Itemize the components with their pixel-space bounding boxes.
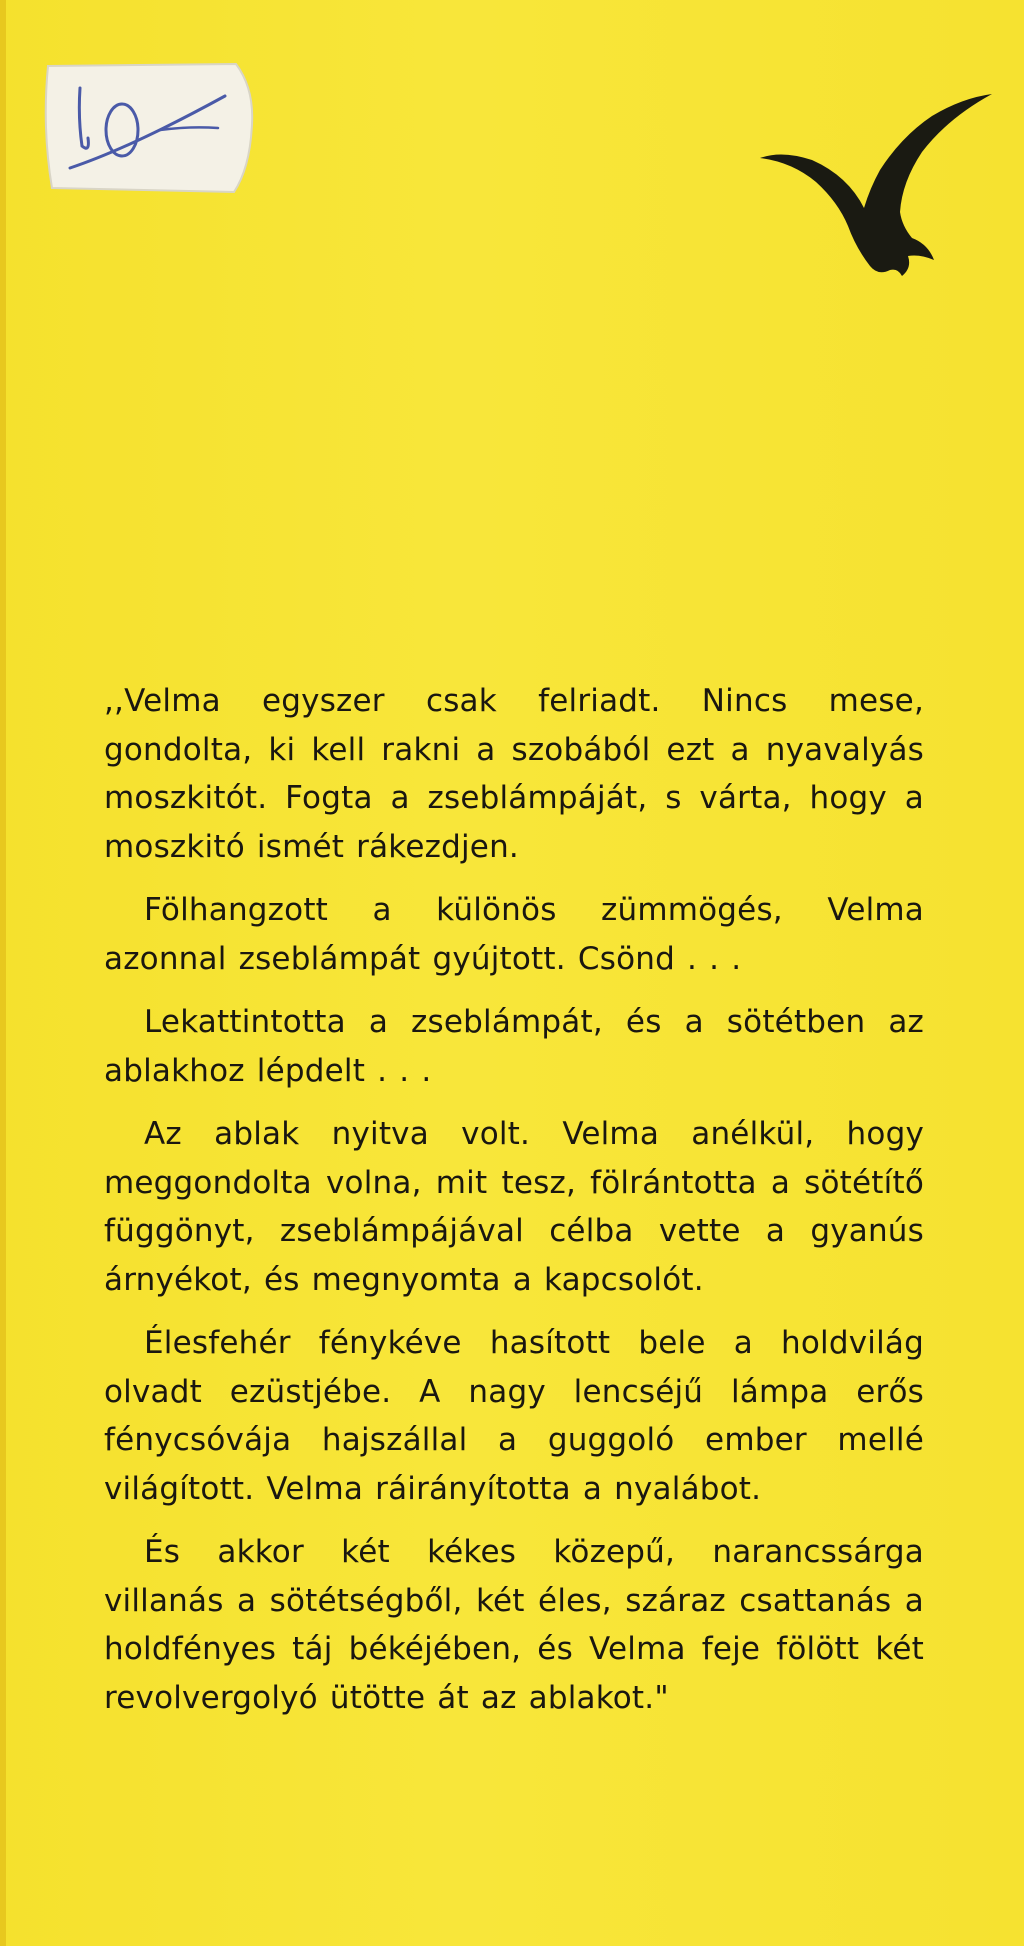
excerpt-paragraph: Élesfehér fénykéve hasított bele a holdvilág olvadt ezüstjébe. A nagy lencséjű lámpa erős fénycsóvája hajszállal a guggoló ember mellé világított. Velma ráirányította a nyalábot. — [104, 1325, 924, 1507]
spine-edge — [0, 0, 6, 1946]
excerpt-paragraph: ,,Velma egyszer csak felriadt. Nincs mese, gondolta, ki kell rakni a szobából ezt a nyavalyás moszkitót. Fogta a zseblámpáját, s várta, hogy a moszkitó ismét rákezdjen. — [104, 683, 924, 865]
price-sticker-icon — [40, 58, 260, 198]
excerpt-paragraph: Lekattintotta a zseblámpát, és a sötétben az ablakhoz lépdelt . . . — [104, 1004, 924, 1089]
excerpt-paragraph: Az ablak nyitva volt. Velma anélkül, hogy meggondolta volna, mit tesz, fölrántotta a sötétítő függönyt, zseblámpájával célba vette a gyanús árnyékot, és megnyomta a kapcsolót. — [104, 1116, 924, 1298]
excerpt-paragraph: Fölhangzott a különös zümmögés, Velma azonnal zseblámpát gyújtott. Csönd . . . — [104, 892, 924, 977]
excerpt-paragraph: És akkor két kékes közepű, narancssárga villanás a sötétségből, két éles, száraz csattanás a holdfényes táj békéjében, és Velma feje fölött két revolvergolyó ütötte át az ablakot." — [104, 1534, 924, 1716]
bird-logo — [752, 90, 997, 290]
book-excerpt — [104, 677, 924, 1737]
price-sticker — [40, 58, 260, 198]
bird-silhouette-icon — [752, 90, 997, 290]
